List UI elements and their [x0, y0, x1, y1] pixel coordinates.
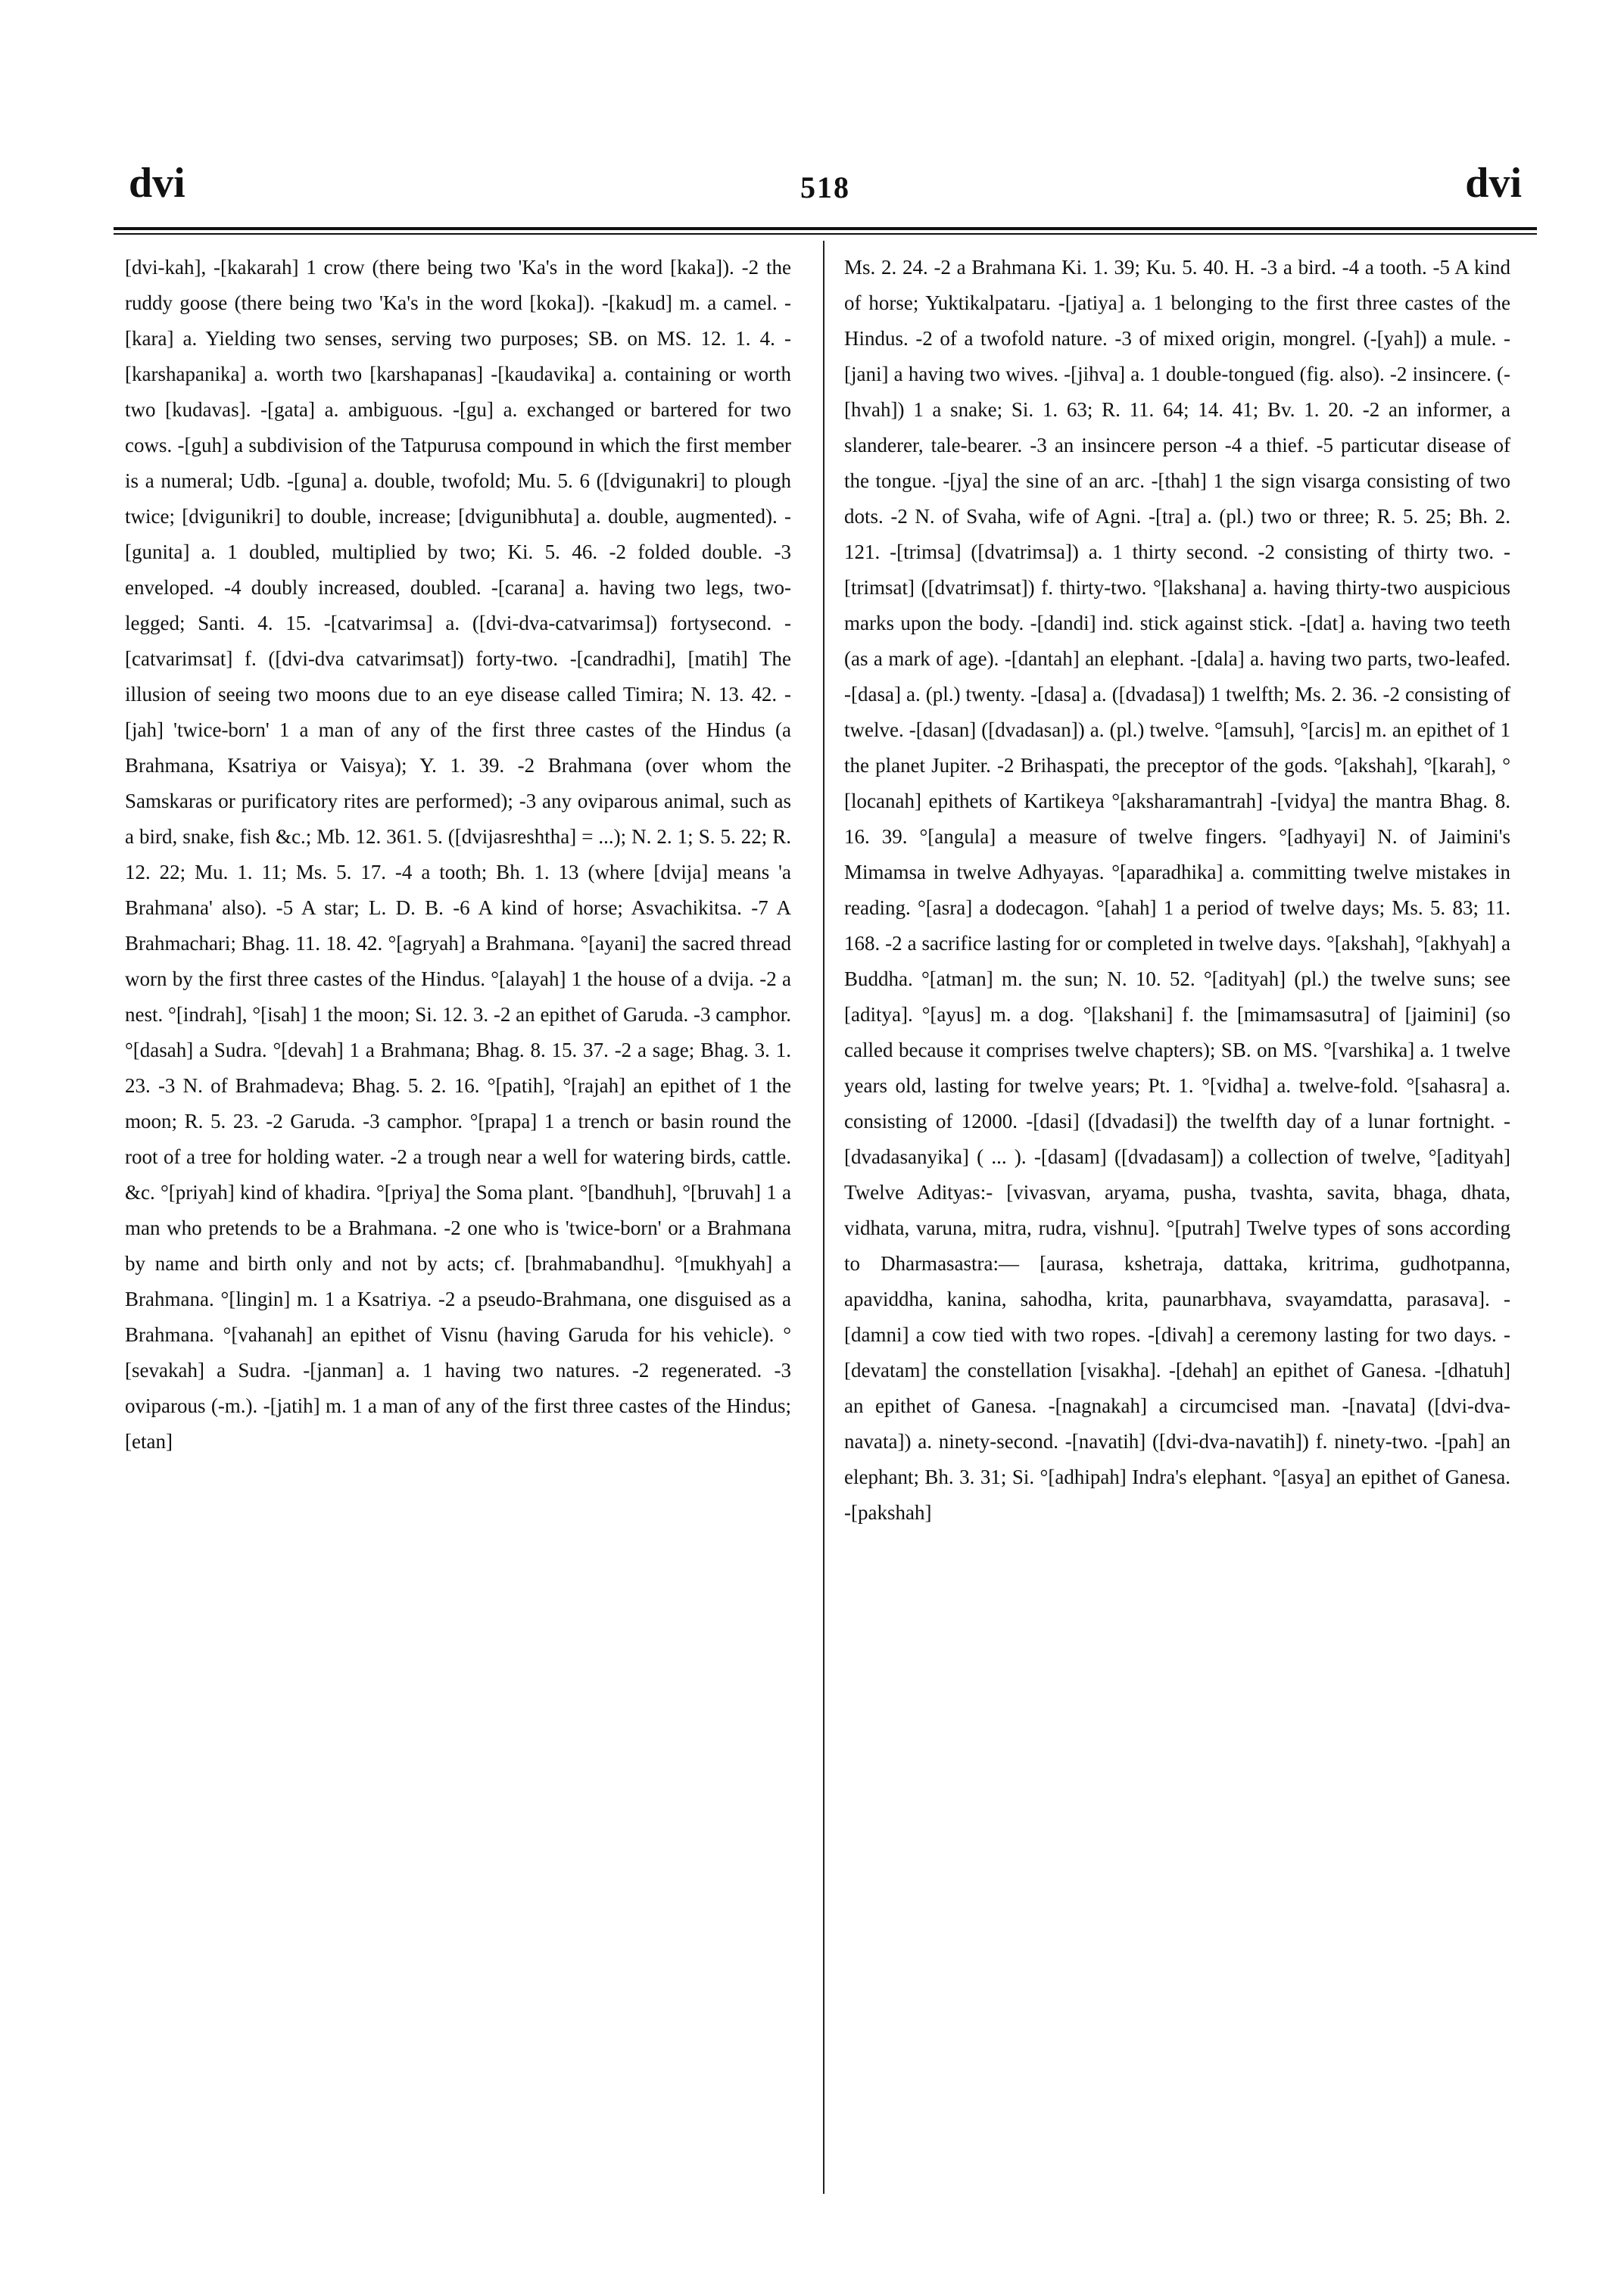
- right-column: [844, 250, 1510, 1531]
- left-running-headword: dvi: [129, 160, 185, 207]
- right-column-text: Ms. 2. 24. -2 a Brahmana Ki. 1. 39; Ku. 5. 40. H. -3 a bird. -4 a tooth. -5 A kind of horse; Yuktikalpataru. -[jatiya] a. 1 belonging to the first three castes of the Hindus. -2 of a twofold nature. -3 of mixed origin, mongrel. (-[yah]) a mule. -[jani] a having two wives. -[jihva] a. 1 double-tongued (fig. also). -2 insincere. (-[hvah]) 1 a snake; Si. 1. 63; R. 11. 64; 14. 41; Bv. 1. 20. -2 an informer, a slanderer, tale-bearer. -3 an insincere person -4 a thief. -5 particutar disease of the tongue. -[jya] the sine of an arc. -[thah] 1 the sign visarga consisting of two dots. -2 N. of Svaha, wife of Agni. -[tra] a. (pl.) two or three; R. 5. 25; Bh. 2. 121. -[trimsa] ([dvatrimsa]) a. 1 thirty second. -2 consisting of thirty two. -[trimsat] ([dvatrimsat]) f. thirty-two. °[lakshana] a. having thirty-two auspicious marks upon the body. -[dandi] ind. stick against stick. -[dat] a. having two teeth (as a mark of age). -[dantah] an elephant. -[dala] a. having two parts, two-leafed. -[dasa] a. (pl.) twenty. -[dasa] a. ([dvadasa]) 1 twelfth; Ms. 2. 36. -2 consisting of twelve. -[dasan] ([dvadasan]) a. (pl.) twelve. °[amsuh], °[arcis] m. an epithet of 1 the planet Jupiter. -2 Brihaspati, the preceptor of the gods. °[akshah], °[karah], °[locanah] epithets of Kartikeya °[aksharamantrah] -[vidya] the mantra Bhag. 8. 16. 39. °[angula] a measure of twelve fingers. °[adhyayi] N. of Jaimini's Mimamsa in twelve Adhyayas. °[aparadhika] a. committing twelve mistakes in reading. °[asra] a dodecagon. °[ahah] 1 a period of twelve days; Ms. 5. 83; 11. 168. -2 a sacrifice lasting for or completed in twelve days. °[akshah], °[akhyah] a Buddha. °[atman] m. the sun; N. 10. 52. °[adityah] (pl.) the twelve suns; see [aditya]. °[ayus] m. a dog. °[lakshani] f. the [mimamsasutra] of [jaimini] (so called because it comprises twelve chapters); SB. on MS. °[varshika] a. 1 twelve years old, lasting for twelve years; Pt. 1. °[vidha] a. twelve-fold. °[sahasra] a. consisting of 12000. -[dasi] ([dvadasi]) the twelfth day of a lunar fortnight. -[dvadasanyika] ( ... ). -[dasam] ([dvadasam]) a collection of twelve, °[adityah] Twelve Adityas:- [vivasvan, aryama, pusha, tvashta, savita, bhaga, dhata, vidhata, varuna, mitra, rudra, vishnu]. °[putrah] Twelve types of sons according to Dharmasastra:— [aurasa, kshetraja, dattaka, kritrima, gudhotpanna, apaviddha, kanina, sahodha, krita, paunarbhava, svayamdatta, parasava]. -[damni] a cow tied with two ropes. -[divah] a ceremony lasting for two days. -[devatam] the constellation [visakha]. -[dehah] an epithet of Ganesa. -[dhatuh] an epithet of Ganesa. -[nagnakah] a circumcised man. -[navata] ([dvi-dva-navata]) a. ninety-second. -[navatih] ([dvi-dva-navatih]) f. ninety-two. -[pah] an elephant; Bh. 3. 31; Si. °[adhipah] Indra's elephant. °[asya] an epithet of Ganesa. -[pakshah]: [844, 256, 1510, 1524]
- right-running-headword: dvi: [1465, 160, 1522, 207]
- left-column-text: [dvi-kah], -[kakarah] 1 crow (there being two 'Ka's in the word [kaka]). -2 the ruddy goose (there being two 'Ka's in the word [koka]). -[kakud] m. a camel. -[kara] a. Yielding two senses, serving two purposes; SB. on MS. 12. 1. 4. -[karshapanika] a. worth two [karshapanas] -[kaudavika] a. containing or worth two [kudavas]. -[gata] a. ambiguous. -[gu] a. exchanged or bartered for two cows. -[guh] a subdivision of the Tatpurusa compound in which the first member is a numeral; Udb. -[guna] a. double, twofold; Mu. 5. 6 ([dvigunakri] to plough twice; [dvigunikri] to double, increase; [dvigunibhuta] a. double, augmented). -[gunita] a. 1 doubled, multiplied by two; Ki. 5. 46. -2 folded double. -3 enveloped. -4 doubly increased, doubled. -[carana] a. having two legs, two-legged; Santi. 4. 15. -[catvarimsa] a. ([dvi-dva-catvarimsa]) fortysecond. -[catvarimsat] f. ([dvi-dva catvarimsat]) forty-two. -[candradhi], [matih] The illusion of seeing two moons due to an eye disease called Timira; N. 13. 42. -[jah] 'twice-born' 1 a man of any of the first three castes of the Hindus (a Brahmana, Ksatriya or Vaisya); Y. 1. 39. -2 Brahmana (over whom the Samskaras or purificatory rites are performed); -3 any oviparous animal, such as a bird, snake, fish &c.; Mb. 12. 361. 5. ([dvijasreshtha] = ...); N. 2. 1; S. 5. 22; R. 12. 22; Mu. 1. 11; Ms. 5. 17. -4 a tooth; Bh. 1. 13 (where [dvija] means 'a Brahmana' also). -5 A star; L. D. B. -6 A kind of horse; Asvachikitsa. -7 A Brahmachari; Bhag. 11. 18. 42. °[agryah] a Brahmana. °[ayani] the sacred thread worn by the first three castes of the Hindus. °[alayah] 1 the house of a dvija. -2 a nest. °[indrah], °[isah] 1 the moon; Si. 12. 3. -2 an epithet of Garuda. -3 camphor. °[dasah] a Sudra. °[devah] 1 a Brahmana; Bhag. 8. 15. 37. -2 a sage; Bhag. 3. 1. 23. -3 N. of Brahmadeva; Bhag. 5. 2. 16. °[patih], °[rajah] an epithet of 1 the moon; R. 5. 23. -2 Garuda. -3 camphor. °[prapa] 1 a trench or basin round the root of a tree for holding water. -2 a trough near a well for watering birds, cattle. &c. °[priyah] kind of khadira. °[priya] the Soma plant. °[bandhuh], °[bruvah] 1 a man who pretends to be a Brahmana. -2 one who is 'twice-born' or a Brahmana by name and birth only and not by acts; cf. [brahmabandhu]. °[mukhyah] a Brahmana. °[lingin] m. 1 a Ksatriya. -2 a pseudo-Brahmana, one disguised as a Brahmana. °[vahanah] an epithet of Visnu (having Garuda for his vehicle). °[sevakah] a Sudra. -[janman] a. 1 having two natures. -2 regenerated. -3 oviparous (-m.). -[jatih] m. 1 a man of any of the first three castes of the Hindus; [etan]: [125, 256, 791, 1453]
- header-rule: [114, 227, 1537, 230]
- left-column: [125, 250, 791, 1460]
- header-rule-secondary: [114, 233, 1537, 235]
- page-header: [114, 159, 1537, 220]
- column-divider: [823, 241, 824, 2194]
- page-number: 518: [800, 170, 850, 204]
